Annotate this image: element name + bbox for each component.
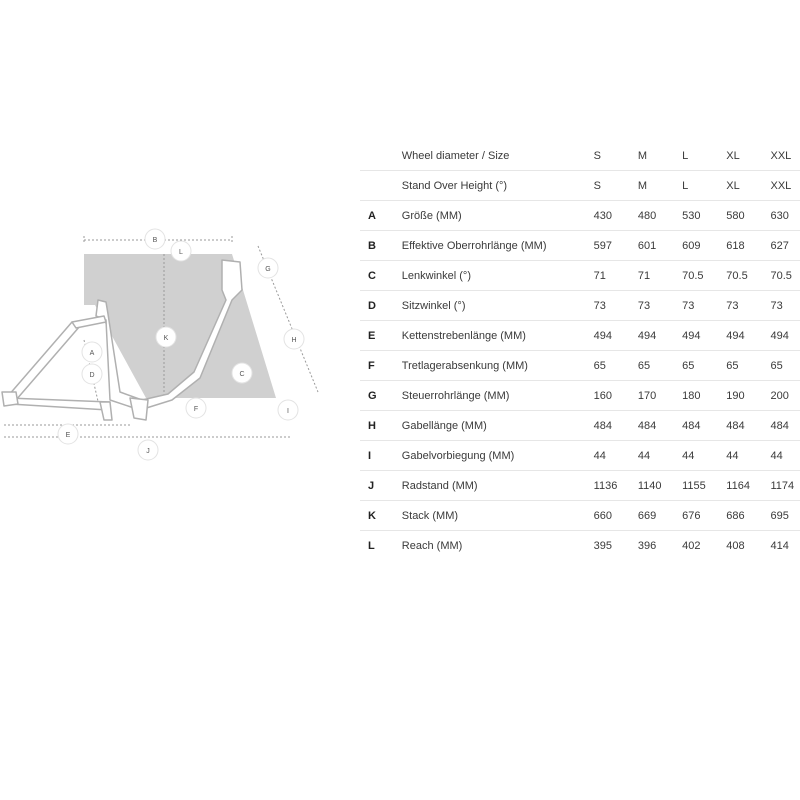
row-letter: F	[360, 351, 402, 381]
cell-value: 530	[682, 201, 726, 231]
cell-value: 44	[726, 441, 770, 471]
cell-value: 402	[682, 539, 701, 552]
cell-value: XL	[726, 171, 770, 201]
cell-value: 65	[770, 351, 800, 381]
cell-value: 71	[594, 261, 638, 291]
row-letter: K	[360, 501, 402, 531]
svg-text:E: E	[65, 432, 71, 439]
cell-value: 71	[638, 261, 682, 291]
row-label: Sitzwinkel (°)	[402, 291, 594, 321]
svg-text:B: B	[152, 237, 158, 244]
cell-value: M	[638, 141, 682, 171]
marker-d	[82, 364, 102, 384]
cell-value: 190	[726, 381, 770, 411]
row-letter: A	[360, 201, 402, 231]
cell-value: 494	[594, 321, 638, 351]
cell-value: XXL	[770, 141, 800, 171]
svg-text:K: K	[163, 335, 169, 342]
table-row	[360, 471, 800, 501]
marker-e	[58, 424, 78, 444]
marker-c	[232, 363, 252, 383]
cell-value: 484	[594, 411, 638, 441]
cell-value: 494	[726, 321, 770, 351]
cell-value: 669	[638, 501, 682, 531]
svg-text:I: I	[287, 408, 289, 415]
cell-value: 597	[594, 231, 638, 261]
cell-value: 676	[682, 501, 726, 531]
cell-value: 44	[638, 441, 682, 471]
cell-value: 484	[770, 411, 800, 441]
geometry-table	[360, 141, 800, 560]
svg-text:G: G	[265, 266, 271, 273]
cell-value: 408	[726, 539, 745, 552]
row-letter: D	[360, 291, 402, 321]
row-label: Steuerrohrlänge (MM)	[402, 381, 594, 411]
table-row	[360, 351, 800, 381]
row-letter: E	[360, 321, 402, 351]
cell-value: 1174	[770, 471, 800, 501]
cell-value: 484	[726, 411, 770, 441]
cell-value: 65	[594, 351, 638, 381]
cell-value: 484	[682, 411, 726, 441]
cell-value: 73	[726, 291, 770, 321]
cell-value: 70.5	[682, 261, 726, 291]
svg-text:D: D	[89, 372, 95, 379]
cell-value: 494	[638, 321, 682, 351]
row-label: Größe (MM)	[402, 201, 594, 231]
cell-value: 609	[682, 231, 726, 261]
cell-value: 1140	[638, 471, 682, 501]
row-label: Gabellänge (MM)	[402, 411, 594, 441]
cell-value: M	[638, 171, 682, 201]
cell-value: XL	[726, 141, 770, 171]
table-row	[360, 231, 800, 261]
table-row	[360, 441, 800, 471]
table-row	[360, 501, 800, 531]
row-letter: G	[360, 381, 402, 411]
cell-value: 660	[594, 501, 638, 531]
marker-i	[278, 400, 298, 420]
svg-text:A: A	[89, 350, 95, 357]
row-label: Lenkwinkel (°)	[402, 261, 594, 291]
cell-value: 1136	[594, 471, 638, 501]
cell-value: 170	[638, 381, 682, 411]
table-row	[360, 201, 800, 231]
table-row	[360, 261, 800, 291]
cell-value: 65	[638, 351, 682, 381]
cell-value: 686	[726, 501, 770, 531]
marker-f	[186, 398, 206, 418]
svg-text:C: C	[239, 371, 245, 378]
cell-value: 695	[770, 501, 800, 531]
table-row	[360, 171, 800, 201]
cell-value: 627	[770, 231, 800, 261]
svg-text:H: H	[291, 337, 297, 344]
cell-value: L	[682, 141, 726, 171]
cell-value: 484	[638, 411, 682, 441]
cell-value: 180	[682, 381, 726, 411]
cell-value: 70.5	[726, 261, 770, 291]
cell-value: 430	[594, 201, 638, 231]
row-label: Gabelvorbiegung (MM)	[402, 441, 594, 471]
cell-value: 200	[770, 381, 800, 411]
marker-k	[156, 327, 176, 347]
cell-value: 494	[770, 321, 800, 351]
cell-value: 44	[594, 441, 638, 471]
table-row	[360, 141, 800, 171]
frame-geometry-diagram	[0, 225, 320, 465]
cell-value: 73	[638, 291, 682, 321]
cell-value: 414	[770, 539, 789, 552]
svg-text:F: F	[193, 406, 199, 413]
cell-value: XXL	[770, 171, 800, 201]
row-label: Stand Over Height (°)	[402, 171, 594, 201]
cell-value: 494	[682, 321, 726, 351]
row-label: Stack (MM)	[402, 501, 594, 531]
table-row	[360, 291, 800, 321]
row-label: Radstand (MM)	[402, 471, 594, 501]
cell-value: S	[594, 141, 638, 171]
row-letter: C	[360, 261, 402, 291]
row-letter: H	[360, 411, 402, 441]
cell-value: 1164	[726, 471, 770, 501]
svg-text:J: J	[146, 448, 150, 455]
cell-value: 580	[726, 201, 770, 231]
row-label: Wheel diameter / Size	[402, 141, 594, 171]
cell-value: 73	[594, 291, 638, 321]
svg-text:L: L	[179, 249, 183, 256]
marker-b	[145, 229, 165, 249]
row-letter: B	[360, 231, 402, 261]
table-row	[360, 531, 800, 561]
table-row	[360, 321, 800, 351]
table-row	[360, 381, 800, 411]
row-letter: L	[368, 539, 375, 552]
marker-h	[284, 329, 304, 349]
cell-value: 65	[682, 351, 726, 381]
cell-value: 618	[726, 231, 770, 261]
cell-value: 1155	[682, 471, 726, 501]
cell-value: 480	[638, 201, 682, 231]
marker-j	[138, 440, 158, 460]
row-letter	[360, 171, 402, 201]
row-label: Kettenstrebenlänge (MM)	[402, 321, 594, 351]
cell-value: 630	[770, 201, 800, 231]
marker-l	[171, 241, 191, 261]
row-label: Reach (MM)	[401, 539, 463, 552]
cell-value: 73	[682, 291, 726, 321]
row-letter	[360, 141, 402, 171]
cell-value: 396	[637, 539, 657, 552]
marker-a	[82, 342, 102, 362]
row-label: Effektive Oberrohrlänge (MM)	[402, 231, 594, 261]
cell-value: 44	[770, 441, 800, 471]
row-letter: J	[360, 471, 402, 501]
row-label: Tretlagerabsenkung (MM)	[402, 351, 594, 381]
cell-value: 44	[682, 441, 726, 471]
cell-value: 65	[726, 351, 770, 381]
cell-value: 73	[770, 291, 800, 321]
cell-value: 395	[593, 539, 613, 552]
cell-value: 601	[638, 231, 682, 261]
cell-value: L	[682, 171, 726, 201]
cell-value: 160	[594, 381, 638, 411]
cell-value: 70.5	[770, 261, 800, 291]
marker-g	[258, 258, 278, 278]
table-row	[360, 411, 800, 441]
row-letter: I	[360, 441, 402, 471]
cell-value: S	[594, 171, 638, 201]
